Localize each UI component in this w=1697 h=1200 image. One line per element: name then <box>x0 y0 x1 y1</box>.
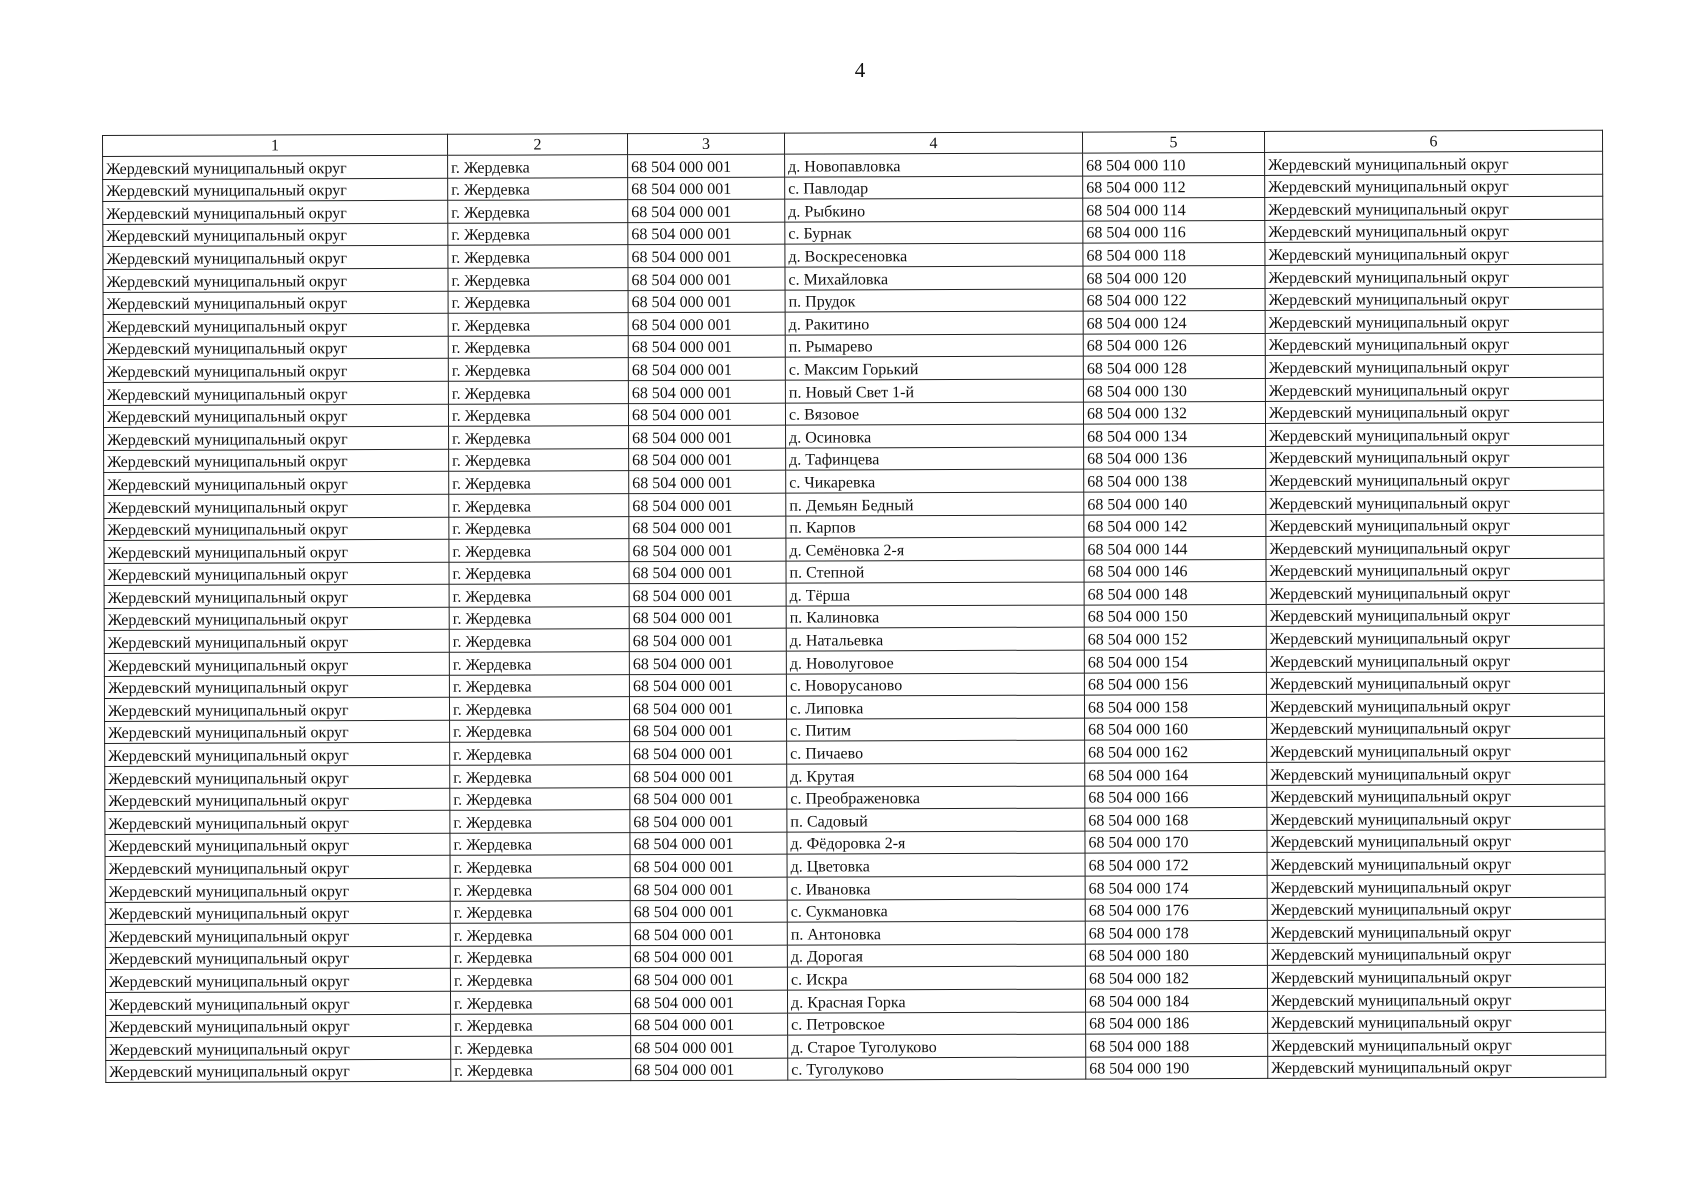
cell-district: Жердевский муниципальный округ <box>1265 219 1603 243</box>
cell-district: Жердевский муниципальный округ <box>1267 942 1605 966</box>
column-header-2: 2 <box>447 134 627 156</box>
cell-municipal-district: Жердевский муниципальный округ <box>104 562 449 586</box>
cell-settlement: с. Новорусаново <box>786 673 1084 697</box>
cell-district: Жердевский муниципальный округ <box>1265 174 1603 198</box>
column-header-6: 6 <box>1264 130 1602 152</box>
cell-district: Жердевский муниципальный округ <box>1266 468 1604 492</box>
cell-settlement-code: 68 504 000 138 <box>1084 469 1266 492</box>
cell-district: Жердевский муниципальный округ <box>1266 558 1604 582</box>
cell-settlement-code: 68 504 000 124 <box>1083 311 1265 334</box>
cell-settlement-code: 68 504 000 112 <box>1083 175 1265 198</box>
cell-city: г. Жердевка <box>450 968 630 991</box>
cell-city: г. Жердевка <box>449 697 629 720</box>
cell-municipal-district: Жердевский муниципальный округ <box>105 720 450 744</box>
cell-settlement: с. Михайловка <box>785 266 1083 290</box>
cell-district: Жердевский муниципальный округ <box>1267 897 1605 921</box>
cell-settlement: с. Павлодар <box>785 176 1083 200</box>
cell-settlement-code: 68 504 000 164 <box>1085 762 1267 785</box>
cell-settlement: д. Новопавловка <box>785 153 1083 177</box>
cell-settlement: с. Преображеновка <box>787 786 1085 810</box>
cell-settlement: п. Калиновка <box>786 605 1084 629</box>
cell-settlement-code: 68 504 000 142 <box>1084 514 1266 537</box>
cell-city-code: 68 504 000 001 <box>628 335 785 358</box>
cell-municipal-district: Жердевский муниципальный округ <box>103 223 448 247</box>
cell-municipal-district: Жердевский муниципальный округ <box>104 698 449 722</box>
cell-settlement-code: 68 504 000 158 <box>1084 695 1266 718</box>
cell-municipal-district: Жердевский муниципальный округ <box>104 585 449 609</box>
cell-municipal-district: Жердевский муниципальный округ <box>106 1059 451 1083</box>
cell-city: г. Жердевка <box>451 1013 631 1036</box>
cell-district: Жердевский муниципальный округ <box>1265 287 1603 311</box>
cell-settlement-code: 68 504 000 116 <box>1083 220 1265 243</box>
cell-city: г. Жердевка <box>448 358 628 381</box>
cell-municipal-district: Жердевский муниципальный округ <box>106 1014 451 1038</box>
cell-municipal-district: Жердевский муниципальный округ <box>103 200 448 224</box>
cell-city: г. Жердевка <box>448 155 628 178</box>
cell-city: г. Жердевка <box>448 403 628 426</box>
cell-settlement-code: 68 504 000 186 <box>1086 1011 1268 1034</box>
cell-municipal-district: Жердевский муниципальный округ <box>104 630 449 654</box>
cell-municipal-district: Жердевский муниципальный округ <box>105 878 450 902</box>
cell-city-code: 68 504 000 001 <box>630 922 787 945</box>
cell-municipal-district: Жердевский муниципальный округ <box>105 765 450 789</box>
cell-city: г. Жердевка <box>448 290 628 313</box>
cell-settlement: п. Карпов <box>786 515 1084 539</box>
cell-settlement: д. Фёдоровка 2-я <box>787 831 1085 855</box>
cell-settlement-code: 68 504 000 140 <box>1084 491 1266 514</box>
cell-municipal-district: Жердевский муниципальный округ <box>104 517 449 541</box>
cell-settlement: п. Рымарево <box>785 334 1083 358</box>
cell-city-code: 68 504 000 001 <box>628 312 785 335</box>
cell-district: Жердевский муниципальный округ <box>1266 490 1604 514</box>
cell-settlement-code: 68 504 000 170 <box>1085 830 1267 853</box>
cell-settlement: д. Ракитино <box>785 311 1083 335</box>
cell-district: Жердевский муниципальный округ <box>1266 535 1604 559</box>
cell-district: Жердевский муниципальный округ <box>1266 671 1604 695</box>
cell-city-code: 68 504 000 001 <box>629 583 786 606</box>
cell-settlement-code: 68 504 000 184 <box>1085 988 1267 1011</box>
cell-district: Жердевский муниципальный округ <box>1266 626 1604 650</box>
cell-city-code: 68 504 000 001 <box>630 832 787 855</box>
cell-city: г. Жердевка <box>450 923 630 946</box>
cell-district: Жердевский муниципальный округ <box>1267 965 1605 989</box>
cell-settlement: д. Крутая <box>787 763 1085 787</box>
cell-city: г. Жердевка <box>448 313 628 336</box>
cell-district: Жердевский муниципальный округ <box>1265 196 1603 220</box>
cell-city: г. Жердевка <box>448 245 628 268</box>
cell-city-code: 68 504 000 001 <box>628 222 785 245</box>
cell-city: г. Жердевка <box>450 765 630 788</box>
cell-district: Жердевский муниципальный округ <box>1267 784 1605 808</box>
cell-city: г. Жердевка <box>448 268 628 291</box>
cell-city-code: 68 504 000 001 <box>631 1035 788 1058</box>
cell-city-code: 68 504 000 001 <box>629 470 786 493</box>
cell-city: г. Жердевка <box>449 539 629 562</box>
cell-city: г. Жердевка <box>449 426 629 449</box>
cell-district: Жердевский муниципальный округ <box>1266 445 1604 469</box>
cell-district: Жердевский муниципальный округ <box>1265 400 1603 424</box>
cell-city: г. Жердевка <box>449 494 629 517</box>
cell-district: Жердевский муниципальный округ <box>1266 513 1604 537</box>
cell-city: г. Жердевка <box>450 945 630 968</box>
cell-city: г. Жердевка <box>451 1036 631 1059</box>
cell-municipal-district: Жердевский муниципальный округ <box>105 856 450 880</box>
cell-city: г. Жердевка <box>449 471 629 494</box>
cell-settlement-code: 68 504 000 148 <box>1084 582 1266 605</box>
cell-municipal-district: Жердевский муниципальный округ <box>104 675 449 699</box>
table-row <box>106 1055 1606 1083</box>
cell-city-code: 68 504 000 001 <box>630 990 787 1013</box>
cell-settlement: п. Антоновка <box>787 921 1085 945</box>
cell-district: Жердевский муниципальный округ <box>1267 806 1605 830</box>
cell-settlement: д. Новолуговое <box>786 650 1084 674</box>
cell-municipal-district: Жердевский муниципальный округ <box>105 901 450 925</box>
cell-city: г. Жердевка <box>450 900 630 923</box>
cell-settlement: с. Максим Горький <box>785 356 1083 380</box>
cell-settlement: с. Липовка <box>786 695 1084 719</box>
cell-city-code: 68 504 000 001 <box>630 787 787 810</box>
cell-city: г. Жердевка <box>448 177 628 200</box>
cell-district: Жердевский муниципальный округ <box>1265 332 1603 356</box>
cell-municipal-district: Жердевский муниципальный округ <box>103 246 448 270</box>
cell-city-code: 68 504 000 001 <box>630 855 787 878</box>
cell-city-code: 68 504 000 001 <box>629 674 786 697</box>
cell-municipal-district: Жердевский муниципальный округ <box>105 788 450 812</box>
cell-settlement: п. Садовый <box>787 808 1085 832</box>
cell-city: г. Жердевка <box>449 674 629 697</box>
cell-municipal-district: Жердевский муниципальный округ <box>103 155 448 179</box>
cell-settlement-code: 68 504 000 172 <box>1085 853 1267 876</box>
cell-settlement: с. Питим <box>787 718 1085 742</box>
cell-municipal-district: Жердевский муниципальный округ <box>103 381 448 405</box>
cell-district: Жердевский муниципальный округ <box>1265 264 1603 288</box>
cell-municipal-district: Жердевский муниципальный округ <box>104 472 449 496</box>
cell-settlement-code: 68 504 000 180 <box>1085 943 1267 966</box>
cell-city-code: 68 504 000 001 <box>630 945 787 968</box>
cell-district: Жердевский муниципальный округ <box>1265 151 1603 175</box>
cell-city-code: 68 504 000 001 <box>629 651 786 674</box>
cell-city: г. Жердевка <box>450 810 630 833</box>
cell-settlement-code: 68 504 000 128 <box>1083 356 1265 379</box>
cell-municipal-district: Жердевский муниципальный округ <box>103 359 448 383</box>
cell-settlement-code: 68 504 000 182 <box>1085 966 1267 989</box>
cell-city: г. Жердевка <box>448 222 628 245</box>
cell-city: г. Жердевка <box>451 1058 631 1081</box>
cell-city-code: 68 504 000 001 <box>629 516 786 539</box>
cell-municipal-district: Жердевский муниципальный округ <box>104 426 449 450</box>
cell-municipal-district: Жердевский муниципальный округ <box>105 969 450 993</box>
cell-settlement-code: 68 504 000 176 <box>1085 898 1267 921</box>
cell-city: г. Жердевка <box>450 855 630 878</box>
cell-municipal-district: Жердевский муниципальный округ <box>105 991 450 1015</box>
cell-municipal-district: Жердевский муниципальный округ <box>105 946 450 970</box>
cell-district: Жердевский муниципальный округ <box>1266 581 1604 605</box>
cell-settlement: д. Семёновка 2-я <box>786 537 1084 561</box>
cell-city-code: 68 504 000 001 <box>630 719 787 742</box>
cell-municipal-district: Жердевский муниципальный округ <box>103 268 448 292</box>
cell-settlement: д. Рыбкино <box>785 198 1083 222</box>
cell-city-code: 68 504 000 001 <box>630 967 787 990</box>
cell-district: Жердевский муниципальный округ <box>1265 309 1603 333</box>
cell-municipal-district: Жердевский муниципальный округ <box>103 404 448 428</box>
cell-settlement: с. Петровское <box>788 1012 1086 1036</box>
cell-district: Жердевский муниципальный округ <box>1267 716 1605 740</box>
cell-city: г. Жердевка <box>450 720 630 743</box>
cell-city-code: 68 504 000 001 <box>629 448 786 471</box>
cell-district: Жердевский муниципальный округ <box>1268 1055 1606 1079</box>
cell-settlement-code: 68 504 000 126 <box>1083 333 1265 356</box>
cell-municipal-district: Жердевский муниципальный округ <box>105 833 450 857</box>
cell-city-code: 68 504 000 001 <box>628 290 785 313</box>
cell-city-code: 68 504 000 001 <box>628 380 785 403</box>
cell-city: г. Жердевка <box>449 561 629 584</box>
cell-settlement: д. Цветовка <box>787 853 1085 877</box>
cell-municipal-district: Жердевский муниципальный округ <box>103 291 448 315</box>
cell-district: Жердевский муниципальный округ <box>1267 761 1605 785</box>
cell-city: г. Жердевка <box>450 991 630 1014</box>
cell-settlement-code: 68 504 000 162 <box>1085 740 1267 763</box>
cell-settlement: п. Степной <box>786 560 1084 584</box>
cell-city-code: 68 504 000 001 <box>628 154 785 177</box>
cell-district: Жердевский муниципальный округ <box>1266 694 1604 718</box>
cell-district: Жердевский муниципальный округ <box>1265 242 1603 266</box>
cell-municipal-district: Жердевский муниципальный округ <box>104 539 449 563</box>
cell-settlement-code: 68 504 000 150 <box>1084 604 1266 627</box>
cell-city: г. Жердевка <box>449 516 629 539</box>
cell-settlement: п. Прудок <box>785 289 1083 313</box>
cell-settlement: п. Демьян Бедный <box>786 492 1084 516</box>
cell-city: г. Жердевка <box>449 584 629 607</box>
cell-city-code: 68 504 000 001 <box>631 1058 788 1081</box>
cell-city-code: 68 504 000 001 <box>629 538 786 561</box>
cell-city-code: 68 504 000 001 <box>630 877 787 900</box>
cell-settlement-code: 68 504 000 144 <box>1084 537 1266 560</box>
cell-city-code: 68 504 000 001 <box>629 425 786 448</box>
cell-district: Жердевский муниципальный округ <box>1265 355 1603 379</box>
cell-municipal-district: Жердевский муниципальный округ <box>103 313 448 337</box>
cell-city-code: 68 504 000 001 <box>631 1013 788 1036</box>
cell-municipal-district: Жердевский муниципальный округ <box>105 923 450 947</box>
cell-settlement-code: 68 504 000 154 <box>1084 650 1266 673</box>
cell-settlement-code: 68 504 000 178 <box>1085 921 1267 944</box>
cell-settlement: с. Бурнак <box>785 221 1083 245</box>
cell-municipal-district: Жердевский муниципальный округ <box>105 743 450 767</box>
cell-city: г. Жердевка <box>449 652 629 675</box>
cell-city: г. Жердевка <box>449 448 629 471</box>
cell-settlement-code: 68 504 000 114 <box>1083 198 1265 221</box>
cell-city-code: 68 504 000 001 <box>628 199 785 222</box>
cell-settlement: д. Осиновка <box>786 424 1084 448</box>
cell-municipal-district: Жердевский муниципальный округ <box>104 607 449 631</box>
cell-district: Жердевский муниципальный округ <box>1267 852 1605 876</box>
cell-municipal-district: Жердевский муниципальный округ <box>106 1036 451 1060</box>
cell-settlement-code: 68 504 000 166 <box>1085 785 1267 808</box>
cell-city: г. Жердевка <box>450 832 630 855</box>
cell-settlement-code: 68 504 000 120 <box>1083 265 1265 288</box>
cell-city-code: 68 504 000 001 <box>628 267 785 290</box>
cell-city: г. Жердевка <box>450 787 630 810</box>
settlement-table-container <box>102 130 1605 1084</box>
cell-district: Жердевский муниципальный округ <box>1266 422 1604 446</box>
cell-settlement-code: 68 504 000 190 <box>1086 1056 1268 1079</box>
page-number: 4 <box>854 58 866 82</box>
cell-settlement-code: 68 504 000 130 <box>1083 378 1265 401</box>
cell-city-code: 68 504 000 001 <box>629 606 786 629</box>
cell-city: г. Жердевка <box>448 200 628 223</box>
cell-city-code: 68 504 000 001 <box>630 764 787 787</box>
cell-settlement-code: 68 504 000 136 <box>1084 446 1266 469</box>
cell-district: Жердевский муниципальный округ <box>1267 919 1605 943</box>
cell-city-code: 68 504 000 001 <box>629 696 786 719</box>
cell-settlement-code: 68 504 000 152 <box>1084 627 1266 650</box>
cell-municipal-district: Жердевский муниципальный округ <box>104 449 449 473</box>
cell-district: Жердевский муниципальный округ <box>1267 874 1605 898</box>
cell-settlement: д. Старое Туголуково <box>788 1034 1086 1058</box>
column-header-3: 3 <box>627 133 784 155</box>
cell-city-code: 68 504 000 001 <box>630 809 787 832</box>
cell-city: г. Жердевка <box>450 742 630 765</box>
cell-settlement-code: 68 504 000 156 <box>1084 672 1266 695</box>
cell-district: Жердевский муниципальный округ <box>1267 987 1605 1011</box>
cell-municipal-district: Жердевский муниципальный округ <box>103 178 448 202</box>
cell-district: Жердевский муниципальный округ <box>1266 648 1604 672</box>
table-body <box>103 151 1606 1083</box>
cell-city: г. Жердевка <box>448 381 628 404</box>
cell-city: г. Жердевка <box>450 878 630 901</box>
cell-city: г. Жердевка <box>449 607 629 630</box>
cell-district: Жердевский муниципальный округ <box>1268 1032 1606 1056</box>
cell-city-code: 68 504 000 001 <box>629 493 786 516</box>
cell-settlement: с. Туголуково <box>788 1057 1086 1081</box>
cell-settlement-code: 68 504 000 122 <box>1083 288 1265 311</box>
cell-settlement-code: 68 504 000 118 <box>1083 243 1265 266</box>
column-header-4: 4 <box>784 132 1082 154</box>
cell-city: г. Жердевка <box>448 335 628 358</box>
cell-settlement: с. Сукмановка <box>787 899 1085 923</box>
cell-settlement-code: 68 504 000 110 <box>1083 152 1265 175</box>
cell-municipal-district: Жердевский муниципальный округ <box>104 652 449 676</box>
cell-settlement: д. Красная Горка <box>787 989 1085 1013</box>
cell-settlement-code: 68 504 000 146 <box>1084 559 1266 582</box>
cell-city-code: 68 504 000 001 <box>629 629 786 652</box>
cell-settlement-code: 68 504 000 160 <box>1085 717 1267 740</box>
cell-district: Жердевский муниципальный округ <box>1265 377 1603 401</box>
cell-settlement-code: 68 504 000 168 <box>1085 808 1267 831</box>
cell-settlement-code: 68 504 000 132 <box>1083 401 1265 424</box>
cell-city-code: 68 504 000 001 <box>630 900 787 923</box>
cell-settlement: д. Дорогая <box>787 944 1085 968</box>
cell-city-code: 68 504 000 001 <box>629 561 786 584</box>
cell-city: г. Жердевка <box>449 629 629 652</box>
cell-settlement: д. Натальевка <box>786 628 1084 652</box>
cell-municipal-district: Жердевский муниципальный округ <box>105 811 450 835</box>
cell-city-code: 68 504 000 001 <box>628 357 785 380</box>
settlement-table <box>102 130 1606 1084</box>
column-header-1: 1 <box>103 134 448 156</box>
cell-city-code: 68 504 000 001 <box>628 403 785 426</box>
cell-settlement: с. Чикаревка <box>786 469 1084 493</box>
cell-settlement: д. Тёрша <box>786 582 1084 606</box>
cell-settlement: с. Пичаево <box>787 741 1085 765</box>
cell-settlement-code: 68 504 000 134 <box>1084 424 1266 447</box>
cell-district: Жердевский муниципальный округ <box>1267 739 1605 763</box>
cell-city-code: 68 504 000 001 <box>628 244 785 267</box>
cell-municipal-district: Жердевский муниципальный округ <box>103 336 448 360</box>
cell-district: Жердевский муниципальный округ <box>1268 1010 1606 1034</box>
cell-city-code: 68 504 000 001 <box>628 177 785 200</box>
cell-settlement: д. Тафинцева <box>786 447 1084 471</box>
cell-city-code: 68 504 000 001 <box>630 742 787 765</box>
cell-settlement-code: 68 504 000 174 <box>1085 875 1267 898</box>
cell-settlement: с. Вязовое <box>785 402 1083 426</box>
cell-district: Жердевский муниципальный округ <box>1266 603 1604 627</box>
cell-settlement: с. Искра <box>787 966 1085 990</box>
cell-municipal-district: Жердевский муниципальный округ <box>104 494 449 518</box>
column-header-5: 5 <box>1082 131 1264 153</box>
cell-settlement: с. Ивановка <box>787 876 1085 900</box>
cell-settlement: д. Воскресеновка <box>785 243 1083 267</box>
cell-settlement: п. Новый Свет 1-й <box>785 379 1083 403</box>
cell-settlement-code: 68 504 000 188 <box>1086 1034 1268 1057</box>
cell-district: Жердевский муниципальный округ <box>1267 829 1605 853</box>
